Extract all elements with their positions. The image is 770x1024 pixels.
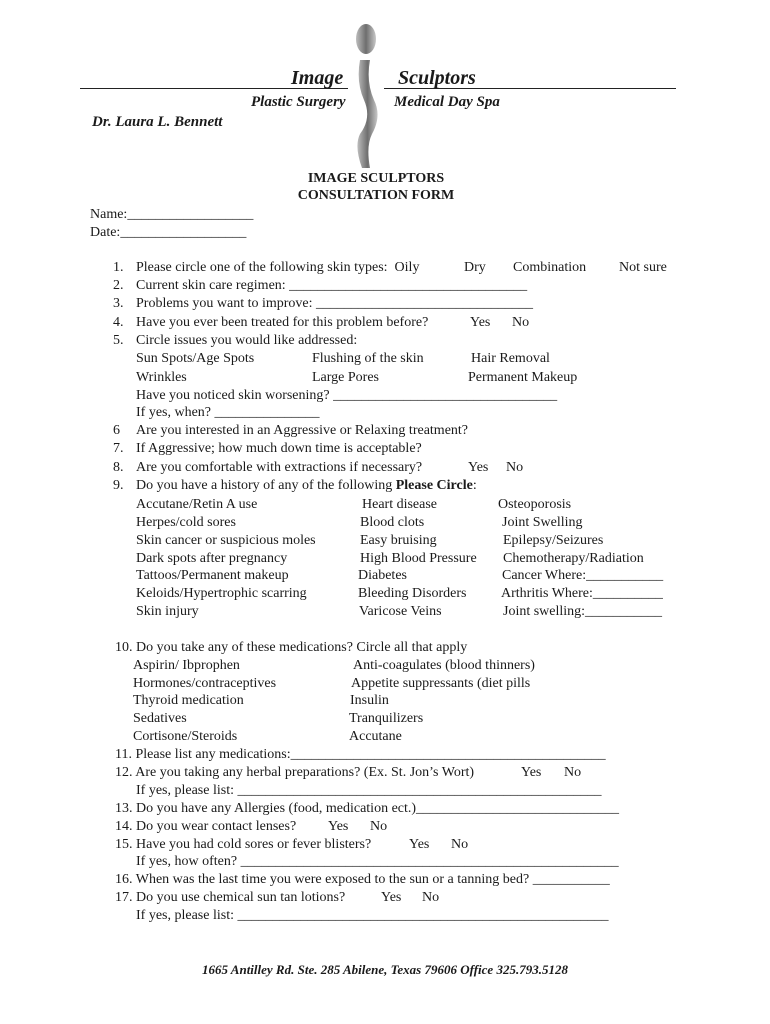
q1-option-combination[interactable]: Combination (513, 260, 587, 275)
form-title-line1: IMAGE SCULPTORS (307, 171, 445, 186)
q9-option[interactable]: Dark spots after pregnancy (136, 551, 288, 566)
q5-option[interactable]: Permanent Makeup (468, 370, 578, 385)
q14-yes[interactable]: Yes (328, 819, 349, 834)
q11-field[interactable]: 11. Please list any medications:_____________________________________________ (115, 747, 606, 762)
q9-colon: : (472, 478, 477, 493)
q5-option[interactable]: Hair Removal (471, 351, 550, 366)
footer-address: 1665 Antilley Rd. Ste. 285 Abilene, Texas 79606 Office 325.793.5128 (202, 962, 568, 977)
q10-option[interactable]: Sedatives (133, 711, 187, 726)
q10-option[interactable]: Hormones/contraceptives (133, 676, 277, 691)
q5-option[interactable]: Large Pores (312, 370, 379, 385)
q16-field[interactable]: 16. When was the last time you were exposed to the sun or a tanning bed? ___________ (115, 872, 610, 887)
q9-please-circle: Please Circle (395, 478, 473, 493)
q9-option[interactable]: Joint Swelling (502, 515, 583, 530)
q9-option[interactable]: Skin cancer or suspicious moles (136, 533, 316, 548)
q9-option[interactable]: Chemotherapy/Radiation (503, 551, 644, 566)
q9-option[interactable]: Diabetes (358, 568, 407, 583)
q10-option[interactable]: Accutane (349, 729, 402, 744)
q5-option[interactable]: Flushing of the skin (312, 351, 424, 366)
q12-no[interactable]: No (564, 765, 582, 780)
q4-yes[interactable]: Yes (470, 315, 491, 330)
form-title-line2: CONSULTATION FORM (297, 188, 455, 203)
brand-sculptors: Sculptors (398, 67, 476, 89)
q9-text (136, 477, 477, 494)
brand-medical-day-spa: Medical Day Spa (394, 94, 500, 110)
q10-option[interactable]: Insulin (350, 693, 389, 708)
q9-option[interactable]: Heart disease (362, 497, 438, 512)
q4-number: 4. (113, 315, 124, 330)
q9-option[interactable]: Herpes/cold sores (136, 515, 236, 530)
q7-text: If Aggressive; how much down time is acceptable? (136, 441, 422, 456)
q9-option[interactable]: Epilepsy/Seizures (503, 533, 604, 548)
q3-text[interactable]: Problems you want to improve: _______________________________ (136, 296, 534, 311)
q9-option[interactable]: Varicose Veins (359, 604, 442, 619)
q9-option[interactable]: Blood clots (360, 515, 425, 530)
q10-text: 10. Do you take any of these medications? Circle all that apply (115, 640, 468, 655)
q9-option[interactable]: Skin injury (136, 604, 199, 619)
q15-yes[interactable]: Yes (409, 837, 430, 852)
q17-yes[interactable]: Yes (381, 890, 402, 905)
q6-text: Are you interested in an Aggressive or Relaxing treatment? (136, 423, 469, 438)
q8-number: 8. (113, 460, 124, 475)
q8-text: Are you comfortable with extractions if necessary? (136, 460, 423, 475)
q6-number: 6 (113, 423, 120, 438)
doctor-name: Dr. Laura L. Bennett (92, 114, 223, 130)
q9-option[interactable]: Easy bruising (360, 533, 437, 548)
q5-option[interactable]: Wrinkles (136, 370, 187, 385)
q4-text: Have you ever been treated for this problem before? (136, 315, 429, 330)
q8-yes[interactable]: Yes (468, 460, 489, 475)
q9-option[interactable]: Osteoporosis (498, 497, 572, 512)
q9-option[interactable]: Bleeding Disorders (358, 586, 467, 601)
q5-text: Circle issues you would like addressed: (136, 333, 358, 348)
q5-number: 5. (113, 333, 124, 348)
q2-number: 2. (113, 278, 124, 293)
q17-no[interactable]: No (422, 890, 440, 905)
q9-option[interactable]: High Blood Pressure (360, 551, 477, 566)
q9-option[interactable]: Accutane/Retin A use (136, 497, 258, 512)
q10-option[interactable]: Thyroid medication (133, 693, 244, 708)
q7-number: 7. (113, 441, 124, 456)
q9-option[interactable]: Cancer Where:___________ (502, 568, 664, 583)
q15-often-field[interactable]: If yes, how often? ______________________________________________________ (136, 854, 619, 869)
q4-no[interactable]: No (512, 315, 530, 330)
date-field[interactable]: Date:__________________ (90, 225, 247, 240)
q15-text: 15. Have you had cold sores or fever blisters? (115, 837, 372, 852)
q5-worsening-field[interactable]: Have you noticed skin worsening? ________________________________ (136, 388, 558, 403)
q9-option[interactable]: Tattoos/Permanent makeup (136, 568, 289, 583)
q10-option[interactable]: Cortisone/Steroids (133, 729, 238, 744)
q17-list-field[interactable]: If yes, please list: _____________________________________________________ (136, 908, 609, 923)
q12-yes[interactable]: Yes (521, 765, 542, 780)
q14-no[interactable]: No (370, 819, 388, 834)
name-field[interactable]: Name:__________________ (90, 207, 254, 222)
brand-image: Image (291, 67, 344, 89)
q9-option[interactable]: Arthritis Where:__________ (501, 586, 663, 601)
brand-plastic-surgery: Plastic Surgery (251, 94, 346, 110)
q14-text: 14. Do you wear contact lenses? (115, 819, 297, 834)
q9-number: 9. (113, 478, 124, 493)
q10-option[interactable]: Appetite suppressants (diet pills (351, 676, 531, 691)
q9-option[interactable]: Joint swelling:___________ (503, 604, 663, 619)
q9-option[interactable]: Keloids/Hypertrophic scarring (136, 586, 307, 601)
q1-option-not-sure[interactable]: Not sure (619, 260, 667, 275)
q10-option[interactable]: Aspirin/ Ibprophen (133, 658, 240, 673)
q15-no[interactable]: No (451, 837, 469, 852)
q5-when-field[interactable]: If yes, when? _______________ (136, 405, 320, 420)
q12-text: 12. Are you taking any herbal preparations? (Ex. St. Jon’s Wort) (115, 765, 475, 780)
q9-text-main: Do you have a history of any of the following (136, 478, 396, 493)
q1-text: Please circle one of the following skin types: Oily (136, 260, 420, 275)
q3-number: 3. (113, 296, 124, 311)
q10-option[interactable]: Anti-coagulates (blood thinners) (353, 658, 535, 673)
q5-option[interactable]: Sun Spots/Age Spots (136, 351, 255, 366)
q17-text: 17. Do you use chemical sun tan lotions? (115, 890, 346, 905)
q2-text[interactable]: Current skin care regimen: __________________________________ (136, 278, 528, 293)
q10-option[interactable]: Tranquilizers (349, 711, 424, 726)
q1-number: 1. (113, 260, 124, 275)
q13-field[interactable]: 13. Do you have any Allergies (food, medication ect.)_____________________________ (115, 801, 620, 816)
q12-list-field[interactable]: If yes, please list: ____________________________________________________ (136, 783, 602, 798)
q8-no[interactable]: No (506, 460, 524, 475)
q1-option-dry[interactable]: Dry (464, 260, 486, 275)
